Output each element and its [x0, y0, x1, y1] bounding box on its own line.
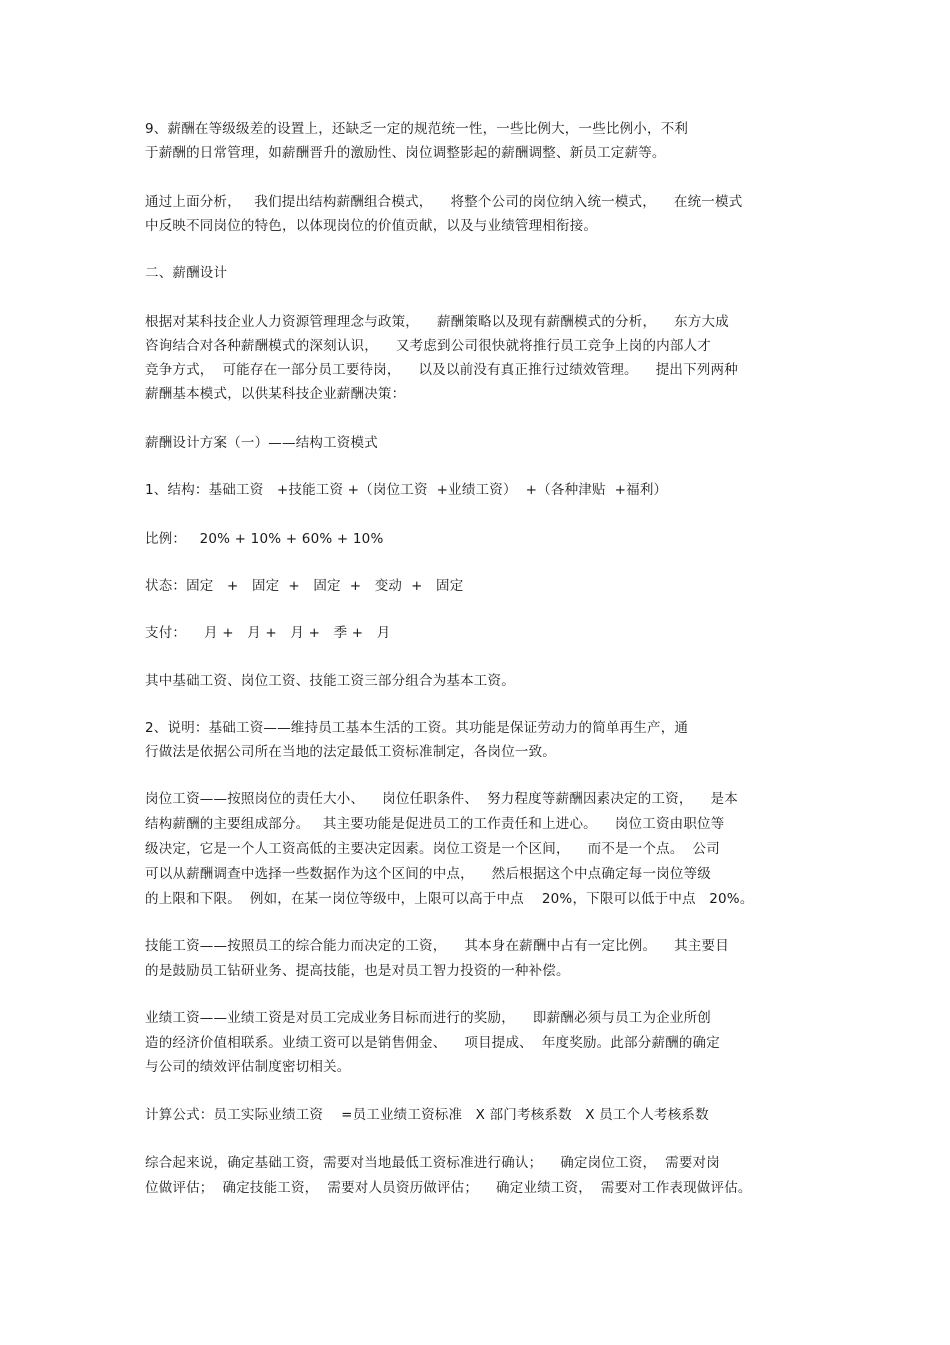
status-line: 状态：固定 + 固定 + 固定 + 变动 + 固定 — [145, 578, 464, 594]
text-line: 通过上面分析， 我们提出结构薪酬组合模式， 将整个公司的岗位纳入统一模式， 在统一模式 — [145, 194, 743, 210]
text-line: 竞争方式， 可能存在一部分员工要待岗， 以及以前没有真正推行过绩效管理。 提出下列两种 — [145, 362, 738, 378]
text-line: 岗位工资——按照岗位的责任大小、 岗位任职条件、 努力程度等薪酬因素决定的工资， 是本 — [145, 791, 738, 807]
ratio-line: 比例： 20% + 10% + 60% + 10% — [145, 531, 384, 547]
text-line: 业绩工资——业绩工资是对员工完成业务目标而进行的奖励， 即薪酬必须与员工为企业所创 — [145, 1010, 711, 1026]
payment-line: 支付： 月 + 月 + 月 + 季 + 月 — [145, 625, 391, 641]
plan-heading: 薪酬设计方案（一）——结构工资模式 — [145, 435, 378, 451]
text-line: 于薪酬的日常管理，如薪酬晋升的激励性、岗位调整影起的薪酬调整、新员工定薪等。 — [145, 145, 666, 161]
formula-line: 计算公式：员工实际业绩工资 =员工业绩工资标准 X 部门考核系数 X 员工个人考核系数 — [145, 1107, 709, 1123]
text-line: 中反映不同岗位的特色，以体现岗位的价值贡献，以及与业绩管理相衔接。 — [145, 218, 598, 234]
text-line: 的是鼓励员工钻研业务、提高技能，也是对员工智力投资的一种补偿。 — [145, 963, 570, 979]
text-line: 技能工资——按照员工的综合能力而决定的工资， 其本身在薪酬中占有一定比例。 其主要目 — [145, 938, 729, 954]
text-line: 与公司的绩效评估制度密切相关。 — [145, 1059, 351, 1075]
section-heading: 二、薪酬设计 — [145, 265, 228, 281]
text-line: 位做评估； 确定技能工资， 需要对人员资历做评估； 确定业绩工资， 需要对工作表现做评估。 — [145, 1180, 752, 1196]
text-line: 2、说明：基础工资——维持员工基本生活的工资。其功能是保证劳动力的简单再生产，通 — [145, 720, 689, 736]
text-line: 根据对某科技企业人力资源管理理念与政策， 薪酬策略以及现有薪酬模式的分析， 东方大成 — [145, 314, 729, 330]
text-line: 咨询结合对各种薪酬模式的深刻认识， 又考虑到公司很快就将推行员工竞争上岗的内部人才 — [145, 338, 711, 354]
text-line: 其中基础工资、岗位工资、技能工资三部分组合为基本工资。 — [145, 673, 515, 689]
text-line: 可以从薪酬调查中选择一些数据作为这个区间的中点， 然后根据这个中点确定每一岗位等级 — [145, 866, 711, 882]
text-line: 的上限和下限。 例如，在某一岗位等级中，上限可以高于中点 20%，下限可以低于中点 20%。 — [145, 891, 754, 907]
text-line: 行做法是依据公司所在当地的法定最低工资标准制定，各岗位一致。 — [145, 744, 556, 760]
text-line: 级决定，它是一个人工资高低的主要决定因素。岗位工资是一个区间， 而不是一个点。 公司 — [145, 841, 720, 857]
text-line: 薪酬基本模式，以供某科技企业薪酬决策： — [145, 386, 406, 402]
text-line: 造的经济价值相联系。业绩工资可以是销售佣金、 项目提成、 年度奖励。此部分薪酬的确定 — [145, 1035, 720, 1051]
text-line: 9、薪酬在等级级差的设置上，还缺乏一定的规范统一性，一些比例大，一些比例小，不利 — [145, 121, 689, 137]
structure-line: 1、结构：基础工资 +技能工资 +（岗位工资 +业绩工资） +（各种津贴 +福利） — [145, 482, 668, 498]
text-line: 结构薪酬的主要组成部分。 其主要功能是促进员工的工作责任和上进心。 岗位工资由职位等 — [145, 816, 725, 832]
text-line: 综合起来说，确定基础工资，需要对当地最低工资标准进行确认； 确定岗位工资， 需要对岗 — [145, 1155, 720, 1171]
